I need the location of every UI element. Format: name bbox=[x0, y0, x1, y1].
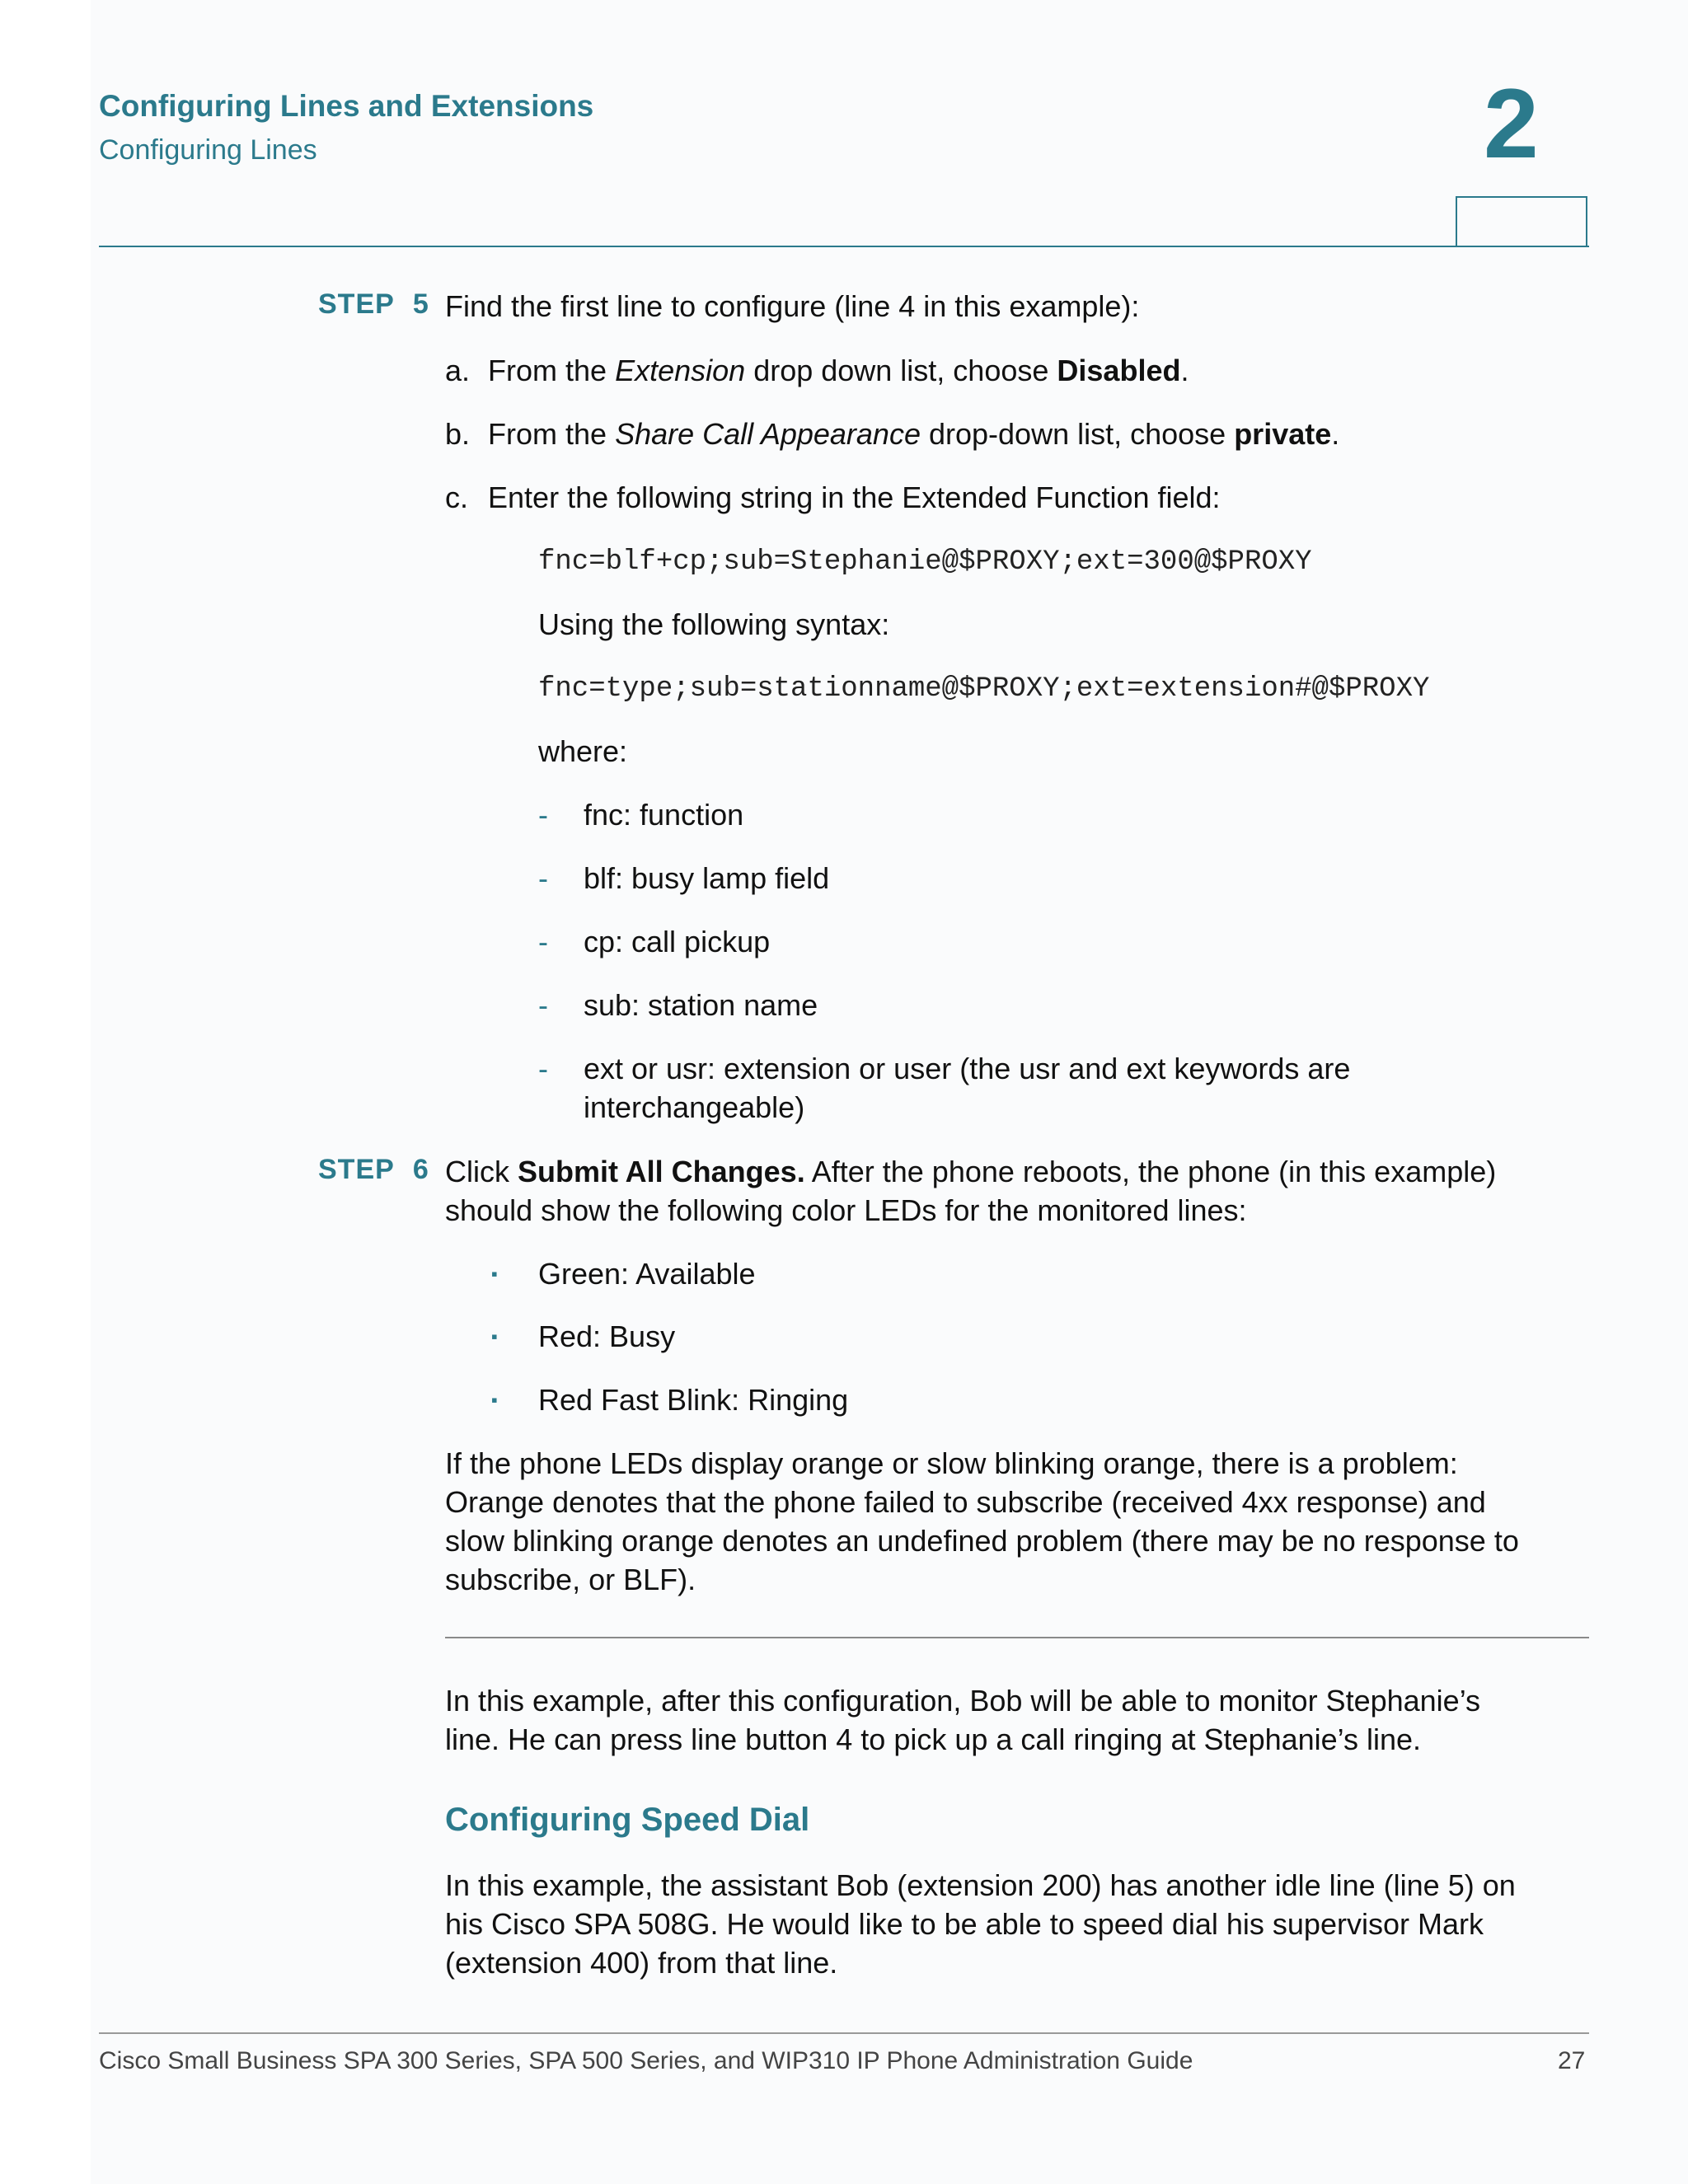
problem-paragraph-line: slow blinking orange denotes an undefined problem (there may be no response to bbox=[445, 1524, 1519, 1558]
speed-dial-paragraph-line: (extension 400) from that line. bbox=[445, 1946, 838, 1980]
speed-dial-paragraph-line: In this example, the assistant Bob (extension 200) has another idle line (line 5) on bbox=[445, 1868, 1516, 1902]
step-6-line-2: should show the following color LEDs for the monitored lines: bbox=[445, 1193, 1247, 1227]
chapter-number: 2 bbox=[1484, 68, 1539, 179]
problem-paragraph-line: If the phone LEDs display orange or slow blinking orange, there is a problem: bbox=[445, 1446, 1458, 1480]
step-word: STEP bbox=[318, 1154, 395, 1185]
footer-rule bbox=[99, 2032, 1589, 2034]
dash-marker: - bbox=[538, 925, 548, 958]
share-call-appearance-term: Share Call Appearance bbox=[615, 417, 921, 451]
item-text: . bbox=[1331, 417, 1340, 451]
item-marker: c. bbox=[445, 480, 469, 514]
problem-paragraph-line: Orange denotes that the phone failed to subscribe (received 4xx response) and bbox=[445, 1485, 1486, 1519]
disabled-term: Disabled bbox=[1057, 354, 1181, 387]
bullet-marker: ▪ bbox=[491, 1390, 498, 1410]
dash-marker: - bbox=[538, 1052, 548, 1085]
led-bullet: Green: Available bbox=[538, 1257, 756, 1291]
dash-marker: - bbox=[538, 861, 548, 895]
section-divider bbox=[445, 1637, 1589, 1638]
section-title: Configuring Lines bbox=[99, 134, 317, 166]
bullet-marker: ▪ bbox=[491, 1263, 498, 1284]
item-text: From the bbox=[488, 417, 616, 451]
definition-item: blf: busy lamp field bbox=[584, 861, 830, 895]
step-number: 5 bbox=[412, 288, 429, 320]
chapter-tab-box bbox=[1456, 196, 1587, 246]
step-word: STEP bbox=[318, 288, 395, 320]
item-marker: a. bbox=[445, 354, 471, 387]
step-5-item-a bbox=[445, 351, 1189, 391]
syntax-label: Using the following syntax: bbox=[538, 607, 890, 641]
definition-item: fnc: function bbox=[584, 798, 744, 832]
step-5-item-c bbox=[445, 478, 1221, 518]
led-bullet: Red: Busy bbox=[538, 1319, 676, 1353]
speed-dial-heading: Configuring Speed Dial bbox=[445, 1802, 810, 1838]
private-term: private bbox=[1234, 417, 1332, 451]
step-5-item-b bbox=[445, 415, 1339, 454]
definition-item-continued: interchangeable) bbox=[584, 1090, 805, 1124]
speed-dial-paragraph-line: his Cisco SPA 508G. He would like to be able to speed dial his supervisor Mark bbox=[445, 1907, 1484, 1941]
item-marker: b. bbox=[445, 417, 471, 451]
header-rule bbox=[99, 246, 1589, 247]
dash-marker: - bbox=[538, 798, 548, 832]
extension-term: Extension bbox=[615, 354, 746, 387]
step-6-label bbox=[318, 1154, 429, 1186]
submit-all-changes-term: Submit All Changes. bbox=[518, 1155, 805, 1188]
definition-item: cp: call pickup bbox=[584, 925, 771, 958]
item-text: Enter the following string in the Extended Function field: bbox=[488, 480, 1221, 514]
item-text: . bbox=[1180, 354, 1189, 387]
code-syntax: fnc=type;sub=stationname@$PROXY;ext=extension#@$PROXY bbox=[538, 673, 1430, 705]
definition-item: sub: station name bbox=[584, 988, 818, 1022]
step-6-line-1 bbox=[445, 1152, 1496, 1192]
code-example: fnc=blf+cp;sub=Stephanie@$PROXY;ext=300@$PROXY bbox=[538, 546, 1312, 578]
step-5-text: Find the first line to configure (line 4 in this example): bbox=[445, 289, 1140, 323]
step-text: After the phone reboots, the phone (in this example) bbox=[804, 1155, 1497, 1188]
step-text: Click bbox=[445, 1155, 518, 1188]
item-text: drop down list, choose bbox=[745, 354, 1057, 387]
where-label: where: bbox=[538, 734, 628, 768]
led-bullet: Red Fast Blink: Ringing bbox=[538, 1383, 849, 1417]
bullet-marker: ▪ bbox=[491, 1326, 498, 1347]
problem-paragraph-line: subscribe, or BLF). bbox=[445, 1563, 696, 1596]
definition-item: ext or usr: extension or user (the usr and ext keywords are bbox=[584, 1052, 1351, 1085]
step-5-label bbox=[318, 288, 429, 321]
example-paragraph-line: In this example, after this configuration, Bob will be able to monitor Stephanie’s bbox=[445, 1684, 1481, 1718]
footer-title: Cisco Small Business SPA 300 Series, SPA 500 Series, and WIP310 IP Phone Administration Guide bbox=[99, 2047, 1193, 2074]
page-background bbox=[91, 0, 1688, 2184]
step-number: 6 bbox=[412, 1154, 429, 1185]
chapter-title: Configuring Lines and Extensions bbox=[99, 89, 594, 123]
example-paragraph-line: line. He can press line button 4 to pick up a call ringing at Stephanie’s line. bbox=[445, 1722, 1422, 1756]
dash-marker: - bbox=[538, 988, 548, 1022]
item-text: drop-down list, choose bbox=[920, 417, 1235, 451]
page-number: 27 bbox=[1558, 2047, 1586, 2074]
item-text: From the bbox=[488, 354, 616, 387]
